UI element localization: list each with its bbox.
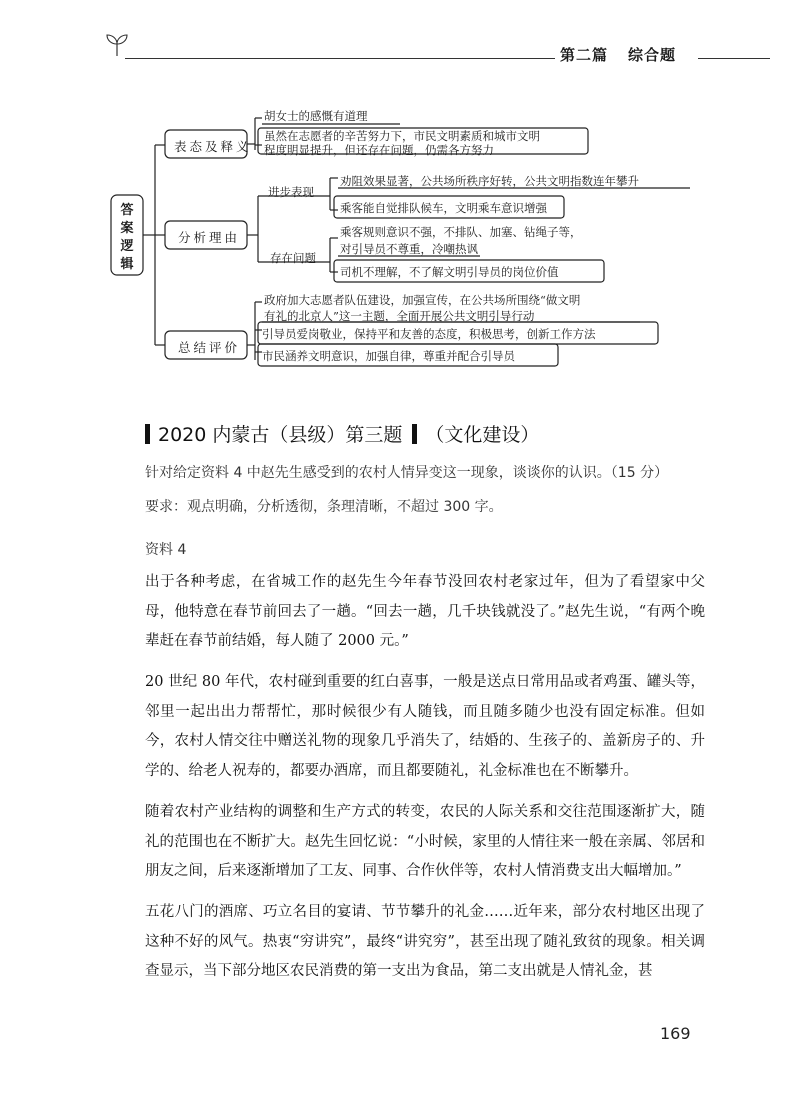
heading-main: 2020 内蒙古（县级）第三题 <box>158 424 403 446</box>
section-heading <box>145 420 539 447</box>
diagram-leaf: 虽然在志愿者的辛苦努力下，市民文明素质和城市文明 <box>264 129 540 143</box>
diagram-leaf: 引导员爱岗敬业，保持平和友善的态度，积极思考，创新工作方法 <box>262 327 596 341</box>
branch-label-stance: 表态及释义 <box>174 139 252 154</box>
sub-branch-label: 存在问题 <box>270 251 316 265</box>
diagram-leaf: 司机不理解，不了解文明引导员的岗位价值 <box>340 265 559 279</box>
diagram-leaf: 有礼的北京人”这一主题，全面开展公共文明引导行动 <box>264 309 535 323</box>
diagram-leaf: 劝阻效果显著，公共场所秩序好转，公共文明指数连年攀升 <box>340 174 639 188</box>
diagram-leaf: 市民涵养文明意识，加强自律，尊重并配合引导员 <box>262 349 515 363</box>
diagram-leaf: 胡女士的感慨有道理 <box>264 109 368 123</box>
diagram-leaf: 乘客规则意识不强，不排队、加塞、钻绳子等， <box>340 225 582 239</box>
material-label: 资料 4 <box>145 542 187 558</box>
body-paragraph: 20 世纪 80 年代，农村碰到重要的红白喜事，一般是送点日常用品或者鸡蛋、罐头等，邻里一起出出力帮帮忙，那时候很少有人随钱，而且随多随少也没有固定标准。但如今，农村人情交往中赠送礼物的现象几乎消失了，结婚的、生孩子的、盖新房子的、升学的、给老人祝寿的，都要办酒席，而且都要随礼，礼金标准也在不断攀升。 <box>145 674 705 779</box>
page-number: 169 <box>660 1024 691 1043</box>
branch-label-summary: 总结评价 <box>178 340 241 355</box>
body-paragraph: 五花八门的酒席、巧立名目的宴请、节节攀升的礼金……近年来，部分农村地区出现了这种不好的风气。热衷“穷讲究”，最终“讲究穷”，甚至出现了随礼致贫的现象。相关调查显示，当下部分地区农民消费的第一支出为食品，第二支出就是人情礼金，甚 <box>145 904 705 979</box>
heading-tag: （文化建设） <box>425 424 540 446</box>
header-title: 综合题 <box>628 46 677 64</box>
diagram-leaf: 乘客能自觉排队候车，文明乘车意识增强 <box>340 201 547 215</box>
sub-branch-label: 进步表现 <box>268 185 314 199</box>
question-text: 针对给定资料 4 中赵先生感受到的农村人情异变这一现象，谈谈你的认识。（15 分） <box>145 465 669 481</box>
diagram-leaf: 对引导员不尊重，冷嘲热讽 <box>340 242 478 256</box>
diagram-root-label: 答案逻辑 <box>120 203 134 272</box>
heading-bar <box>412 424 417 444</box>
branch-label-analysis: 分析理由 <box>178 230 241 245</box>
requirement-text: 要求：观点明确，分析透彻，条理清晰，不超过 300 字。 <box>145 499 503 515</box>
diagram-leaf: 程度明显提升，但还存在问题，仍需各方努力 <box>264 143 494 157</box>
diagram-leaf: 政府加大志愿者队伍建设，加强宣传，在公共场所围绕“做文明 <box>264 293 581 307</box>
body-paragraph: 随着农村产业结构的调整和生产方式的转变，农民的人际关系和交往范围逐渐扩大，随礼的范围也在不断扩大。赵先生回忆说：“小时候，家里的人情往来一般在亲属、邻居和朋友之间，后来逐渐增加了工友、同事、合作伙伴等，农村人情消费支出大幅增加。” <box>145 804 705 879</box>
header-part: 第二篇 <box>560 46 609 64</box>
heading-bar <box>145 424 150 444</box>
body-paragraph: 出于各种考虑，在省城工作的赵先生今年春节没回农村老家过年，但为了看望家中父母，他特意在春节前回去了一趟。“回去一趟，几千块钱就没了。”赵先生说，“有两个晚辈赶在春节前结婚，每人随了 2000 元。” <box>145 574 705 649</box>
